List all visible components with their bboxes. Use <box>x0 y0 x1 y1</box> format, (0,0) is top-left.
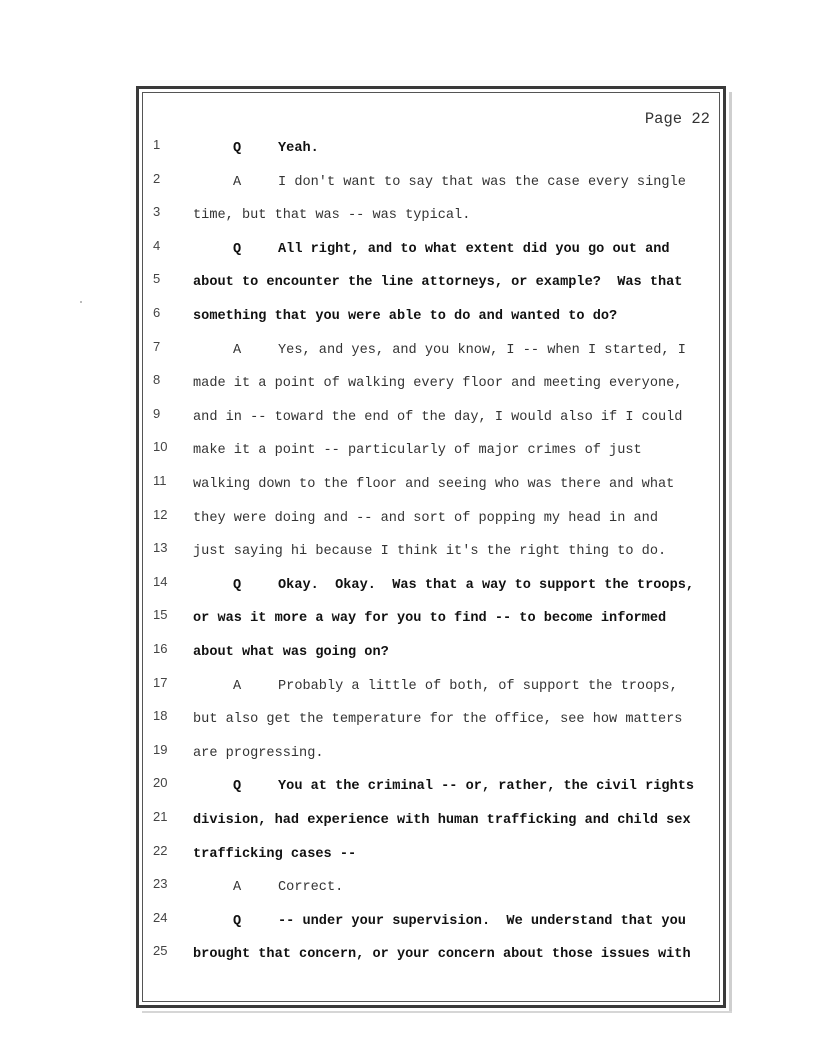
transcript-line <box>0 741 816 768</box>
line-text: but also get the temperature for the office, see how matters <box>193 712 683 728</box>
transcript-line <box>0 641 816 667</box>
transcript-line <box>0 237 816 264</box>
line-number: 7 <box>153 338 161 354</box>
speaker-label: Q <box>233 577 242 593</box>
line-number: 14 <box>153 573 168 589</box>
transcript-line <box>0 876 816 902</box>
line-text: division, had experience with human trafficking and child sex <box>193 813 691 828</box>
transcript-line <box>0 137 816 163</box>
transcript-line <box>0 372 816 398</box>
line-number: 16 <box>153 641 168 656</box>
line-number: 4 <box>153 237 161 253</box>
line-number: 18 <box>153 708 168 724</box>
speaker-label: Q <box>233 913 242 929</box>
line-text: walking down to the floor and seeing who was there and what <box>193 477 675 492</box>
speaker-label: Q <box>233 141 242 156</box>
line-text: make it a point -- particularly of major crimes of just <box>193 443 642 459</box>
transcript-line <box>0 405 816 432</box>
line-number: 6 <box>153 305 161 320</box>
transcript-line <box>0 809 816 835</box>
line-number: 8 <box>153 372 161 388</box>
line-text: I don't want to say that was the case every single <box>278 174 686 190</box>
line-text: and in -- toward the end of the day, I would also if I could <box>193 409 683 425</box>
line-number: 3 <box>153 204 161 220</box>
transcript-line <box>0 305 816 331</box>
transcript-line <box>0 540 816 566</box>
speaker-label: A <box>233 880 242 896</box>
transcript-line <box>0 473 816 499</box>
line-number: 23 <box>153 876 168 892</box>
scan-speck <box>80 301 82 303</box>
line-text: Yes, and yes, and you know, I -- when I started, I <box>278 342 686 358</box>
line-text: brought that concern, or your concern about those issues with <box>193 947 691 963</box>
transcript-line <box>0 708 816 734</box>
line-text: just saying hi because I think it's the right thing to do. <box>193 544 667 560</box>
line-text: made it a point of walking every floor and meeting everyone, <box>193 376 683 392</box>
transcript-line <box>0 271 816 297</box>
transcript-line <box>0 506 816 533</box>
line-text: Correct. <box>278 880 344 896</box>
speaker-label: Q <box>233 779 242 795</box>
line-text: Probably a little of both, of support the troops, <box>278 678 678 694</box>
line-number: 10 <box>153 439 168 455</box>
line-number: 11 <box>153 473 167 488</box>
transcript-line <box>0 909 816 936</box>
line-text: something that you were able to do and wanted to do? <box>193 309 618 324</box>
speaker-label: A <box>233 174 242 190</box>
line-text: time, but that was -- was typical. <box>193 208 471 224</box>
line-number: 15 <box>153 607 168 623</box>
line-text: You at the criminal -- or, rather, the civil rights <box>278 779 695 795</box>
line-number: 2 <box>153 170 161 186</box>
border-shadow-bottom <box>142 1011 732 1013</box>
transcript-line <box>0 943 816 969</box>
transcript-line <box>0 573 816 600</box>
line-number: 19 <box>153 741 168 757</box>
line-number: 21 <box>153 809 168 824</box>
line-text: Okay. Okay. Was that a way to support the troops, <box>278 577 695 593</box>
line-number: 17 <box>153 674 168 690</box>
line-number: 9 <box>153 405 161 421</box>
line-text: -- under your supervision. We understand that you <box>278 913 686 929</box>
line-number: 13 <box>153 540 168 556</box>
transcript-line <box>0 842 816 869</box>
transcript-line <box>0 439 816 465</box>
line-number: 25 <box>153 943 168 959</box>
line-number: 20 <box>153 775 168 791</box>
transcript-line <box>0 170 816 197</box>
speaker-label: A <box>233 342 242 358</box>
line-text: All right, and to what extent did you go out and <box>278 241 670 257</box>
line-number: 22 <box>153 842 168 858</box>
line-text: they were doing and -- and sort of popping my head in and <box>193 510 658 526</box>
line-text: about what was going on? <box>193 645 389 660</box>
line-text: trafficking cases -- <box>193 846 357 862</box>
line-text: or was it more a way for you to find -- to become informed <box>193 611 667 627</box>
page-number: Page 22 <box>644 110 710 128</box>
line-number: 24 <box>153 909 168 925</box>
line-text: Yeah. <box>278 141 319 156</box>
speaker-label: A <box>233 678 242 694</box>
speaker-label: Q <box>233 241 242 257</box>
transcript-line <box>0 204 816 230</box>
line-text: about to encounter the line attorneys, or example? Was that <box>193 275 683 291</box>
line-number: 1 <box>153 137 161 152</box>
transcript-line <box>0 674 816 701</box>
line-text: are progressing. <box>193 745 324 761</box>
line-number: 12 <box>153 506 168 522</box>
transcript-line <box>0 338 816 365</box>
transcript-line <box>0 775 816 801</box>
transcript-line <box>0 607 816 633</box>
line-number: 5 <box>153 271 161 287</box>
